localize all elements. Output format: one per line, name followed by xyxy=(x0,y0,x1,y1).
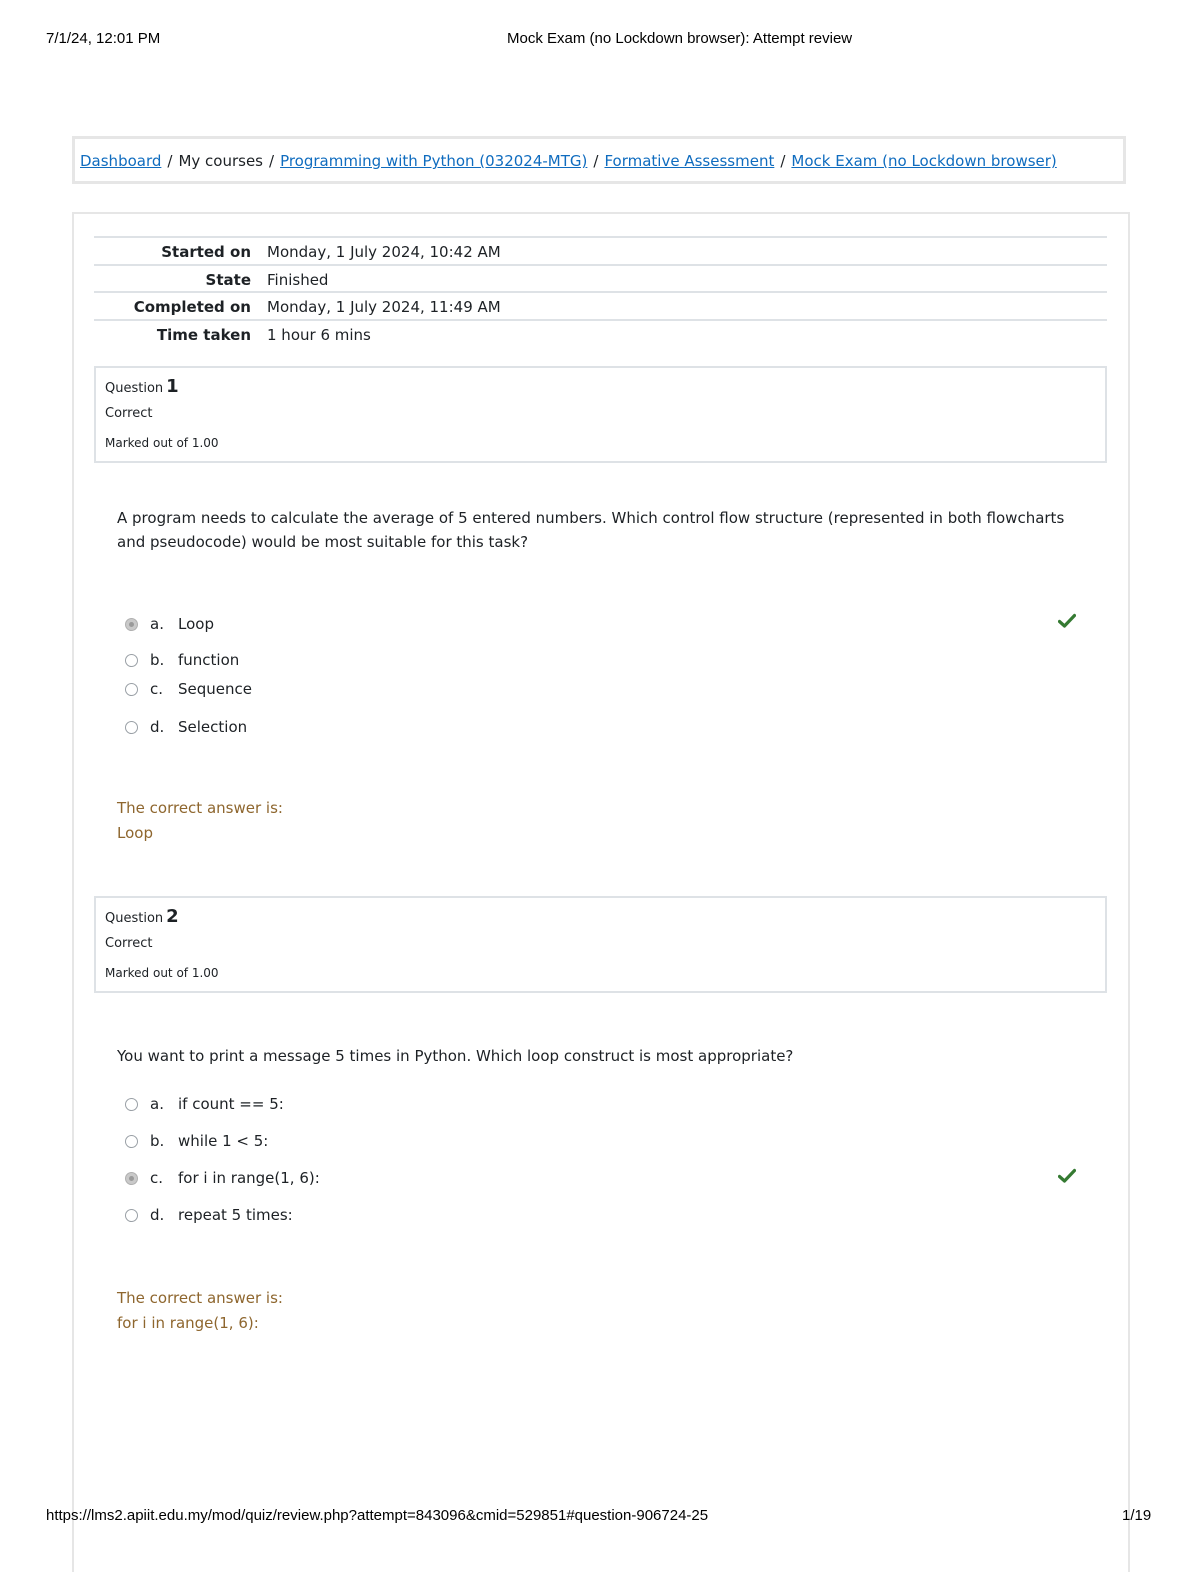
summary-row-state xyxy=(94,264,1107,292)
option-text: function xyxy=(178,651,240,669)
option-text: if count == 5: xyxy=(178,1095,284,1113)
option-letter: b. xyxy=(150,651,165,669)
radio-button[interactable] xyxy=(125,1209,138,1222)
summary-row-time-taken xyxy=(94,319,1107,347)
summary-label: Time taken xyxy=(156,325,251,344)
feedback-answer: for i in range(1, 6): xyxy=(117,1314,259,1332)
radio-button[interactable] xyxy=(125,721,138,734)
summary-label: State xyxy=(205,270,251,289)
option-text: Sequence xyxy=(178,680,252,698)
feedback-label: The correct answer is: xyxy=(117,1289,283,1307)
summary-value: Monday, 1 July 2024, 11:49 AM xyxy=(267,298,501,316)
question-2-text: You want to print a message 5 times in Python. Which loop construct is most appropriate? xyxy=(117,1047,794,1065)
print-date: 7/1/24, 12:01 PM xyxy=(46,30,161,47)
option-letter: d. xyxy=(150,1206,165,1224)
option-text: Loop xyxy=(178,615,214,633)
feedback-label: The correct answer is: xyxy=(117,799,283,817)
radio-button[interactable] xyxy=(125,1172,138,1185)
summary-value: Monday, 1 July 2024, 10:42 AM xyxy=(267,243,501,261)
print-page-number: 1/19 xyxy=(1122,1507,1152,1524)
question-1-info xyxy=(94,366,1107,463)
summary-row-started xyxy=(94,236,1107,264)
radio-button[interactable] xyxy=(125,1098,138,1111)
correct-check-icon xyxy=(1058,1168,1076,1184)
question-label: Question xyxy=(105,911,164,926)
breadcrumb-section-link[interactable]: Formative Assessment xyxy=(604,152,775,170)
radio-button[interactable] xyxy=(125,618,138,631)
option-letter: a. xyxy=(150,615,164,633)
summary-value: 1 hour 6 mins xyxy=(267,325,371,344)
radio-button[interactable] xyxy=(125,654,138,667)
summary-value: Finished xyxy=(267,270,329,289)
option-letter: c. xyxy=(150,1169,164,1187)
question-state: Correct xyxy=(105,406,153,421)
breadcrumb-separator: / xyxy=(780,152,786,170)
attempt-summary-table xyxy=(94,236,1107,346)
summary-label: Completed on xyxy=(133,298,251,316)
print-url: https://lms2.apiit.edu.my/mod/quiz/review.php?attempt=843096&cmid=529851#question-906724-25 xyxy=(46,1507,709,1524)
breadcrumb-separator: / xyxy=(593,152,599,170)
breadcrumb xyxy=(72,136,1126,184)
radio-button[interactable] xyxy=(125,1135,138,1148)
option-text: repeat 5 times: xyxy=(178,1206,293,1224)
summary-label: Started on xyxy=(161,243,251,261)
question-number-value: 1 xyxy=(166,376,179,397)
question-number xyxy=(105,906,179,927)
question-state: Correct xyxy=(105,936,153,951)
option-letter: b. xyxy=(150,1132,165,1150)
option-text: while 1 < 5: xyxy=(178,1132,269,1150)
question-grade: Marked out of 1.00 xyxy=(105,966,219,980)
breadcrumb-my-courses: My courses xyxy=(178,152,263,170)
question-number xyxy=(105,376,179,397)
question-number-value: 2 xyxy=(166,906,179,927)
option-letter: c. xyxy=(150,680,164,698)
breadcrumb-dashboard-link[interactable]: Dashboard xyxy=(80,152,162,170)
question-grade: Marked out of 1.00 xyxy=(105,436,219,450)
breadcrumb-separator: / xyxy=(167,152,173,170)
question-2-feedback xyxy=(117,1286,283,1336)
option-letter: a. xyxy=(150,1095,164,1113)
question-1-feedback xyxy=(117,796,283,846)
question-2-info xyxy=(94,896,1107,993)
print-title: Mock Exam (no Lockdown browser): Attempt review xyxy=(507,30,853,47)
feedback-answer: Loop xyxy=(117,824,153,842)
question-1-text: A program needs to calculate the average of 5 entered numbers. Which control flow structure (represented in both flowcharts and pseudocode) would be most suitable for this task? xyxy=(117,509,1065,551)
breadcrumb-course-link[interactable]: Programming with Python (032024-MTG) xyxy=(280,152,588,170)
question-label: Question xyxy=(105,381,164,396)
radio-button[interactable] xyxy=(125,683,138,696)
summary-row-completed xyxy=(94,291,1107,319)
option-text: for i in range(1, 6): xyxy=(178,1169,320,1187)
breadcrumb-quiz-link[interactable]: Mock Exam (no Lockdown browser) xyxy=(791,152,1057,170)
breadcrumb-separator: / xyxy=(269,152,275,170)
correct-check-icon xyxy=(1058,613,1076,629)
option-text: Selection xyxy=(178,718,248,736)
option-letter: d. xyxy=(150,718,165,736)
